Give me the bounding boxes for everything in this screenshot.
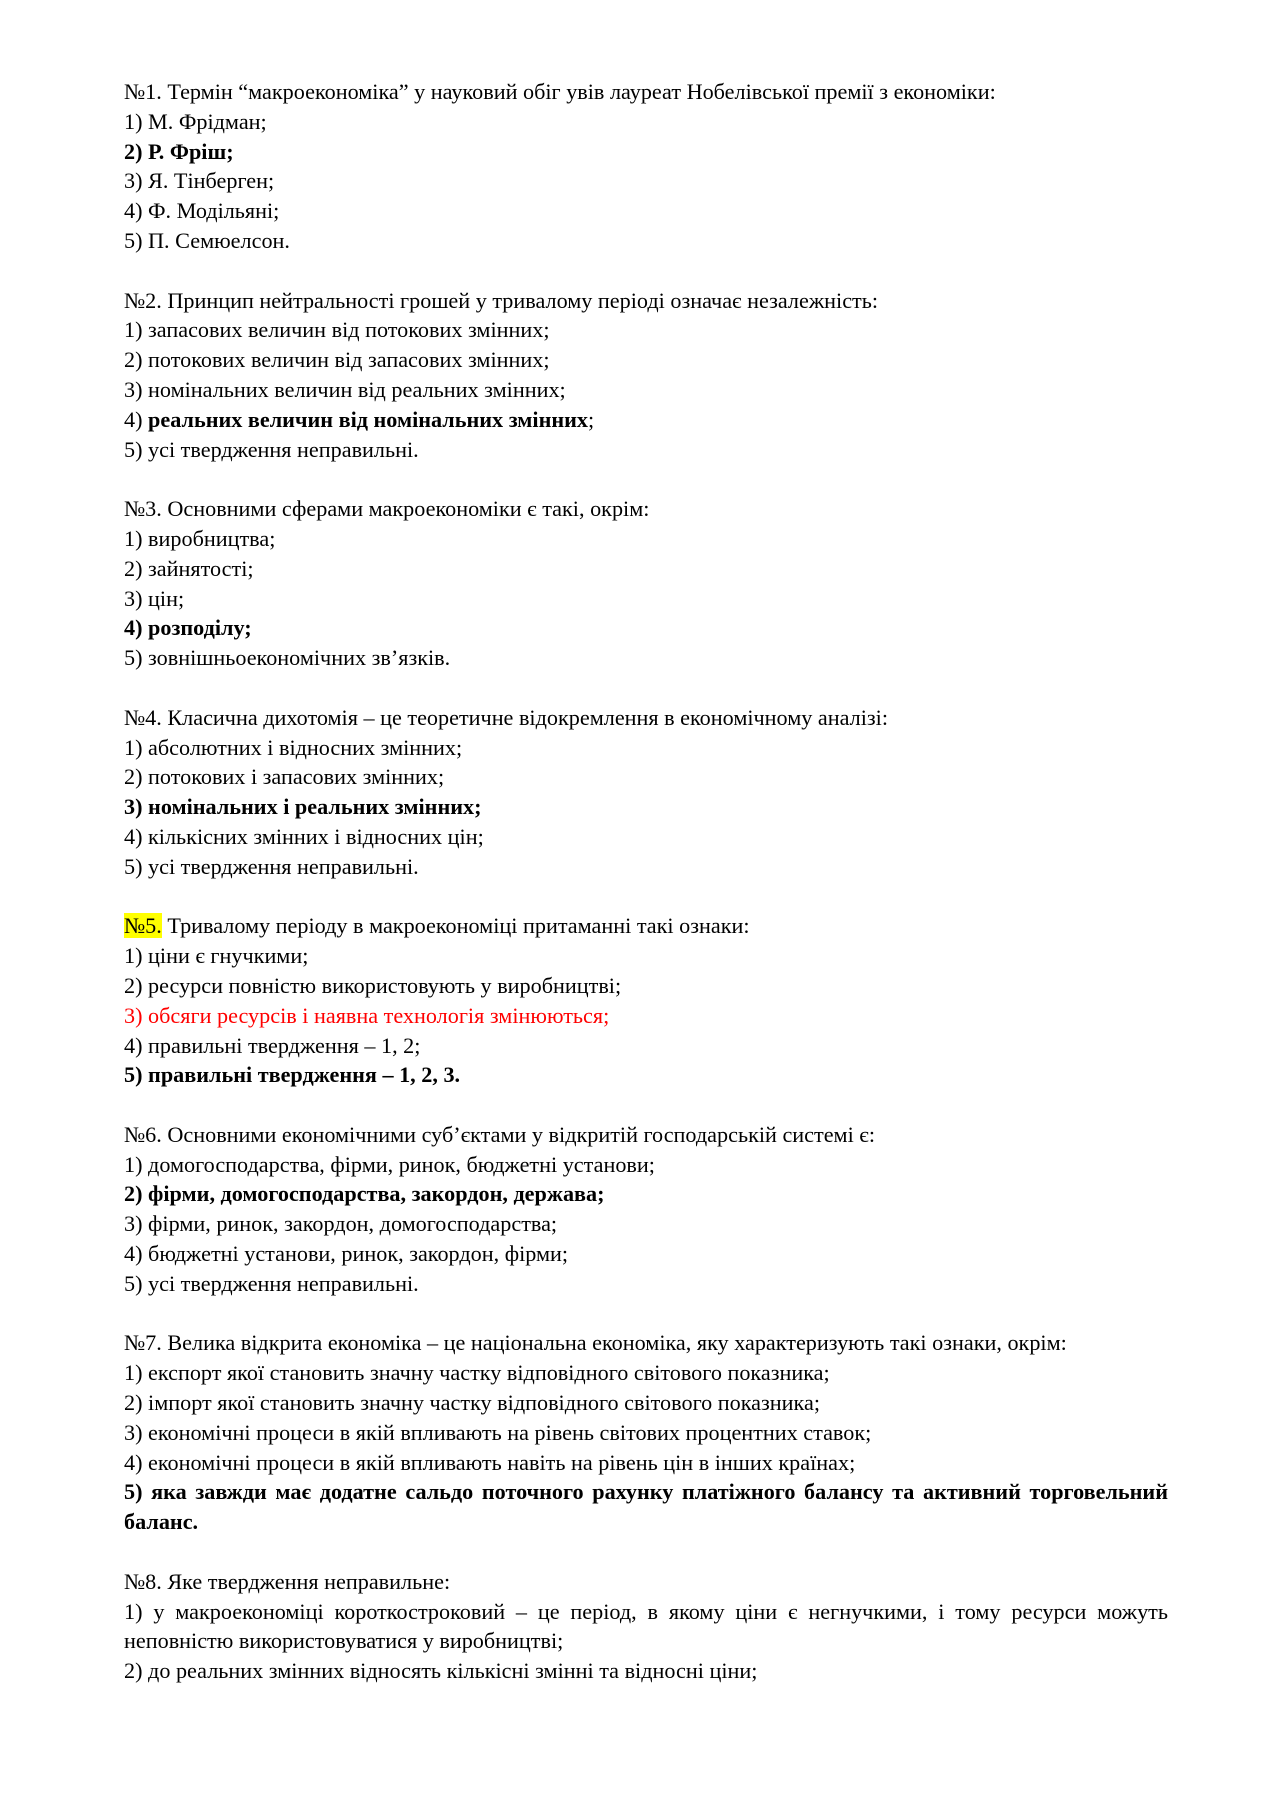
answer-option-correct: 4) розподілу; [124, 615, 252, 641]
question-text: Основними економічними суб’єктами у відкритій господарській системі є: [161, 1121, 875, 1147]
question-stem [124, 1328, 1168, 1358]
question-number: №3. [124, 496, 162, 522]
question-stem [124, 1120, 1168, 1150]
answer-option-correct: 5) правильні твердження – 1, 2, 3. [124, 1062, 461, 1088]
question-text: Термін “макроекономіка” у науковий обіг увів лауреат Нобелівської премії з економіки: [161, 79, 996, 104]
answer-option: 5) П. Семюелсон. [124, 227, 290, 253]
question-text: Велика відкрита економіка – це національна економіка, яку характеризують такі ознаки, окрім: [161, 1330, 1067, 1356]
question-8 [124, 1567, 1168, 1686]
question-text: Яке твердження неправильне: [161, 1568, 451, 1594]
answer-option: 3) економічні процеси в якій впливають на рівень світових процентних ставок; [124, 1419, 872, 1445]
answer-option-correct [124, 405, 1168, 435]
option-suffix: ; [588, 406, 595, 432]
question-number: №1. [124, 79, 162, 104]
question-stem [124, 77, 1168, 107]
answer-option: 5) зовнішньоекономічних зв’язків. [124, 645, 451, 671]
question-2 [124, 286, 1168, 465]
answer-option: 4) економічні процеси в якій впливають навіть на рівень цін в інших країнах; [124, 1449, 856, 1475]
answer-option-red: 3) обсяги ресурсів і наявна технологія змінюються; [124, 1002, 610, 1028]
answer-option: 1) М. Фрідман; [124, 108, 267, 134]
question-stem [124, 703, 1168, 733]
question-stem [124, 1567, 1168, 1597]
answer-option: 1) абсолютних і відносних змінних; [124, 734, 463, 760]
answer-option: 4) правильні твердження – 1, 2; [124, 1032, 421, 1058]
answer-option: 2) ресурси повністю використовують у виробництві; [124, 972, 622, 998]
answer-option: 5) усі твердження неправильні. [124, 853, 419, 879]
question-5 [124, 911, 1168, 1090]
question-number: №6. [124, 1121, 162, 1147]
question-text: Класична дихотомія – це теоретичне відокремлення в економічному аналізі: [161, 704, 889, 730]
answer-option: 3) фірми, ринок, закордон, домогосподарства; [124, 1211, 558, 1237]
answer-option-correct: 2) Р. Фріш; [124, 138, 234, 164]
answer-option: 1) експорт якої становить значну частку відповідного світового показника; [124, 1360, 830, 1386]
answer-option: 1) ціни є гнучкими; [124, 943, 309, 969]
question-4 [124, 703, 1168, 882]
answer-option: 2) імпорт якої становить значну частку відповідного світового показника; [124, 1390, 820, 1416]
answer-option: 2) потокових величин від запасових змінних; [124, 347, 550, 373]
answer-option-correct: 5) яка завжди має додатне сальдо поточного рахунку платіжного балансу та активний торговельний баланс. [124, 1479, 1168, 1535]
answer-option: 5) усі твердження неправильні. [124, 436, 419, 462]
answer-option: 3) Я. Тінберген; [124, 168, 275, 194]
question-text: Принцип нейтральності грошей у тривалому періоді означає незалежність: [161, 287, 879, 313]
answer-option: 4) бюджетні установи, ринок, закордон, фірми; [124, 1241, 569, 1267]
answer-option: 5) усі твердження неправильні. [124, 1270, 419, 1296]
question-stem [124, 286, 1168, 316]
answer-option: 4) Ф. Модільяні; [124, 198, 280, 224]
answer-option: 2) до реальних змінних відносять кількісні змінні та відносні ціни; [124, 1658, 758, 1684]
answer-option: 4) кількісних змінних і відносних цін; [124, 823, 484, 849]
answer-option: 2) потокових і запасових змінних; [124, 764, 445, 790]
answer-option: 1) у макроекономіці короткостроковий – це період, в якому ціни є негнучкими, і тому ресурси можуть неповністю використовуватися у виробництві; [124, 1598, 1168, 1654]
answer-option-correct: 2) фірми, домогосподарства, закордон, держава; [124, 1181, 605, 1207]
answer-option: 3) цін; [124, 585, 185, 611]
answer-option: 2) зайнятості; [124, 555, 254, 581]
question-3 [124, 494, 1168, 673]
question-1 [124, 77, 1168, 256]
question-stem [124, 911, 1168, 941]
question-text: Тривалому періоду в макроекономіці притаманні такі ознаки: [161, 913, 750, 939]
question-number: №2. [124, 287, 162, 313]
question-stem [124, 494, 1168, 524]
question-number: №7. [124, 1330, 162, 1356]
question-6 [124, 1120, 1168, 1299]
question-number-highlighted: №5. [124, 913, 162, 939]
answer-option: 3) номінальних величин від реальних змінних; [124, 376, 566, 402]
question-number: №4. [124, 704, 162, 730]
question-7 [124, 1328, 1168, 1537]
option-prefix: 4) [124, 406, 149, 432]
answer-option: 1) запасових величин від потокових змінних; [124, 317, 550, 343]
answer-option-correct: 3) номінальних і реальних змінних; [124, 794, 482, 820]
question-number: №8. [124, 1568, 162, 1594]
question-text: Основними сферами макроекономіки є такі, окрім: [161, 496, 650, 522]
answer-option: 1) виробництва; [124, 525, 276, 551]
document-page [124, 77, 1168, 1716]
answer-option: 1) домогосподарства, фірми, ринок, бюджетні установи; [124, 1151, 655, 1177]
option-bold-text: реальних величин від номінальних змінних [148, 406, 589, 432]
